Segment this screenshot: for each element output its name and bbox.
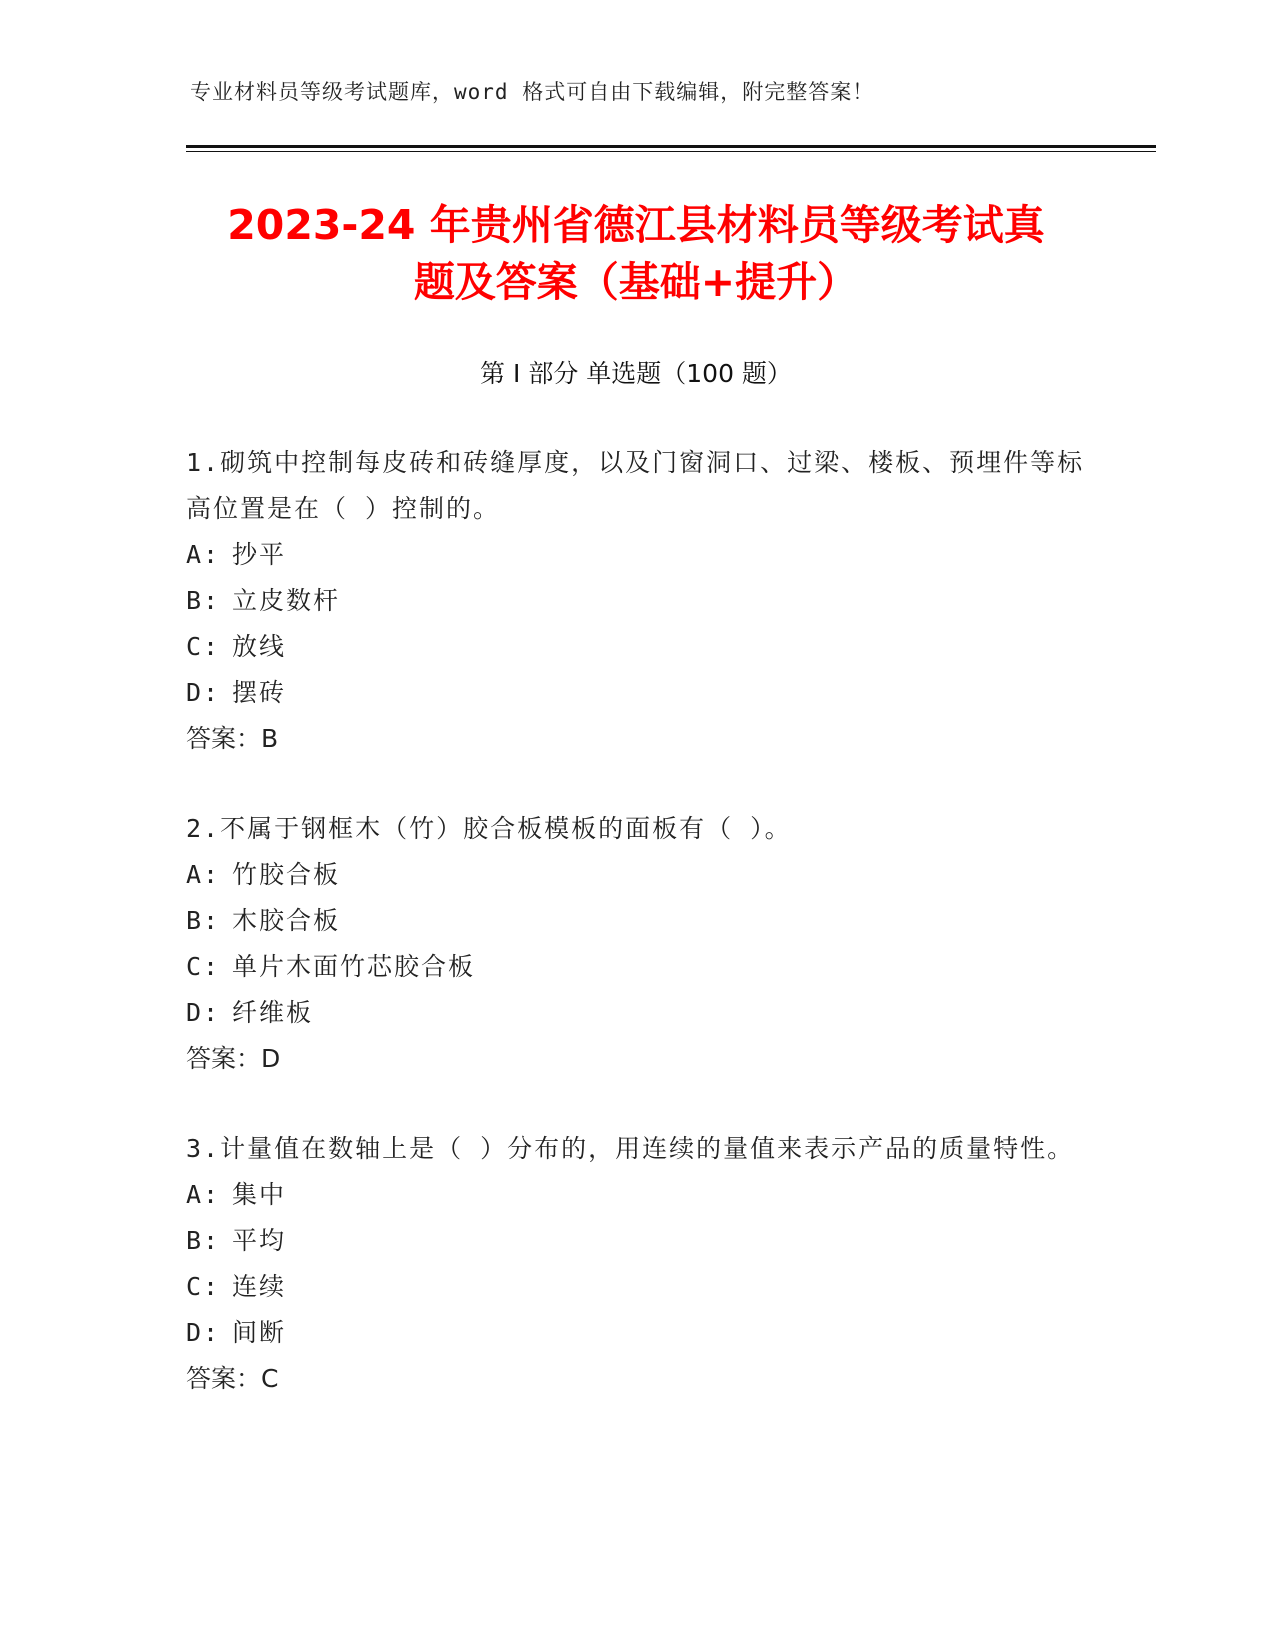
option-letter: B: [186,1226,221,1255]
answer: 答案：D [186,1044,281,1073]
option-letter: C: [186,1272,221,1301]
option-d [186,1310,1086,1356]
header-note: 专业材料员等级考试题库，word 格式可自由下载编辑，附完整答案！ [190,80,875,104]
option-b [186,898,1086,944]
option-text: 平均 [232,1226,287,1255]
option-text: 间断 [232,1318,287,1347]
option-text: 集中 [232,1180,287,1209]
question-stem: 1.砌筑中控制每皮砖和砖缝厚度，以及门窗洞口、过梁、楼板、预埋件等标高位置是在（ ）控制的。 [186,448,1085,523]
option-letter: A: [186,540,221,569]
option-d [186,990,1086,1036]
option-b [186,578,1086,624]
question-3 [186,1126,1086,1402]
option-letter: B: [186,906,221,935]
option-letter: D: [186,1318,221,1347]
option-a [186,852,1086,898]
document-title-line-1: 2023-24 年贵州省德江县材料员等级考试真 [227,201,1045,249]
option-letter: B: [186,586,221,615]
section-title: 第 I 部分 单选题（100 题） [480,359,792,388]
option-text: 抄平 [232,540,287,569]
option-text: 单片木面竹芯胶合板 [232,952,476,981]
question-1 [186,440,1086,762]
option-c [186,624,1086,670]
option-text: 连续 [232,1272,287,1301]
answer: 答案：B [186,724,279,753]
option-letter: D: [186,678,221,707]
question-list [186,440,1086,1446]
option-text: 木胶合板 [232,906,341,935]
option-text: 摆砖 [232,678,287,707]
header-rule-thick [186,145,1156,148]
header-rule-thin [186,151,1156,152]
document-title-line-2: 题及答案（基础+提升） [413,258,859,306]
option-d [186,670,1086,716]
answer: 答案：C [186,1364,279,1393]
question-stem: 2.不属于钢框木（竹）胶合板模板的面板有（ ）。 [186,814,792,843]
option-letter: D: [186,998,221,1027]
option-text: 竹胶合板 [232,860,341,889]
option-letter: A: [186,860,221,889]
option-b [186,1218,1086,1264]
option-c [186,1264,1086,1310]
option-letter: C: [186,632,221,661]
option-letter: A: [186,1180,221,1209]
option-c [186,944,1086,990]
option-text: 纤维板 [232,998,314,1027]
document-title [186,197,1086,311]
option-letter: C: [186,952,221,981]
option-text: 立皮数杆 [232,586,341,615]
option-a [186,532,1086,578]
question-stem: 3.计量值在数轴上是（ ）分布的，用连续的量值来表示产品的质量特性。 [186,1134,1075,1163]
question-2 [186,806,1086,1082]
option-a [186,1172,1086,1218]
option-text: 放线 [232,632,287,661]
